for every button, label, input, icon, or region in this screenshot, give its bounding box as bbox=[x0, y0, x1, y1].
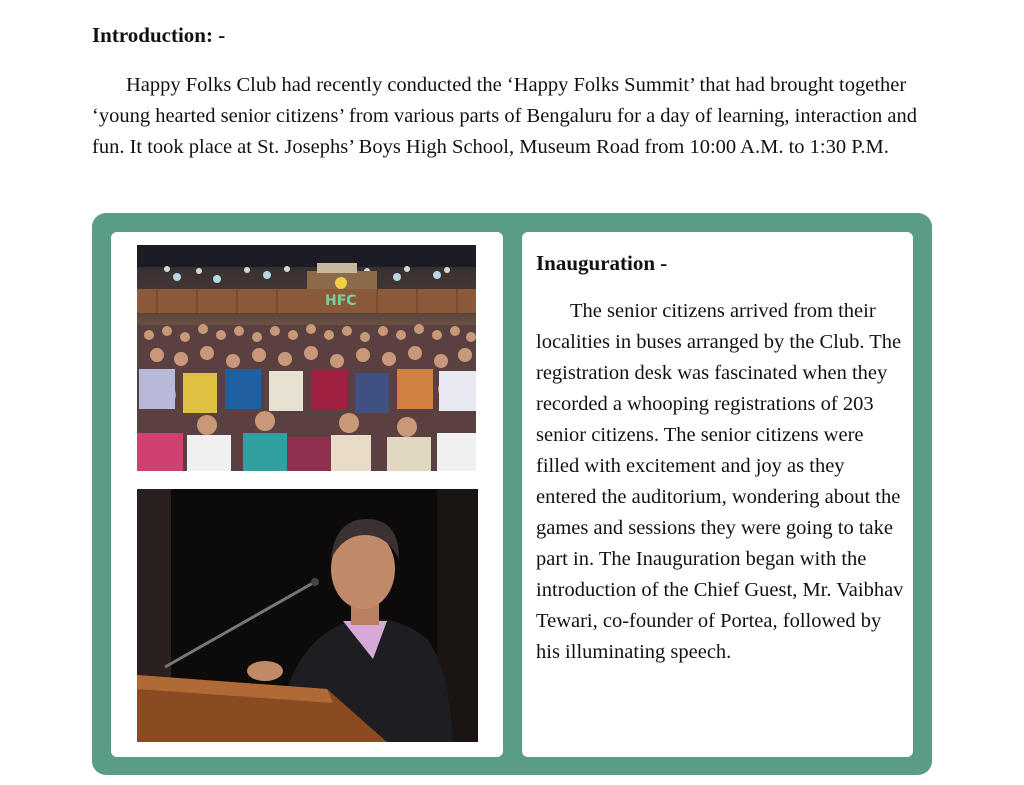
introduction-heading: Introduction: - bbox=[92, 23, 226, 47]
green-panel bbox=[92, 213, 932, 775]
speaker-photo bbox=[137, 489, 478, 742]
crowd-photo bbox=[137, 245, 476, 471]
inauguration-paragraph: The senior citizens arrived from their localities in buses arranged by the Club. The registration desk was fascinated when they recorded a whooping registrations of 203 senior citizens. The senior citizens were filled with excitement and joy as they entered the auditorium, wondering about the games and sessions they were going to take part in. The Inauguration began with the introduction of the Chief Guest, Mr. Vaibhav Tewari, co-founder of Portea, followed by his illuminating speech. bbox=[536, 300, 904, 663]
hfc-banner: HFC bbox=[325, 293, 357, 309]
photo-card bbox=[111, 232, 503, 757]
introduction-paragraph: Happy Folks Club had recently conducted the ‘Happy Folks Summit’ that had brought together ‘young hearted senior citizens’ from various parts of Bengaluru for a day of learning, interaction and fun. It took place at St. Josephs’ Boys High School, Museum Road from 10:00 A.M. to 1:30 P.M. bbox=[92, 74, 918, 158]
inauguration-heading: Inauguration - bbox=[536, 251, 668, 275]
inauguration-card bbox=[522, 232, 913, 757]
